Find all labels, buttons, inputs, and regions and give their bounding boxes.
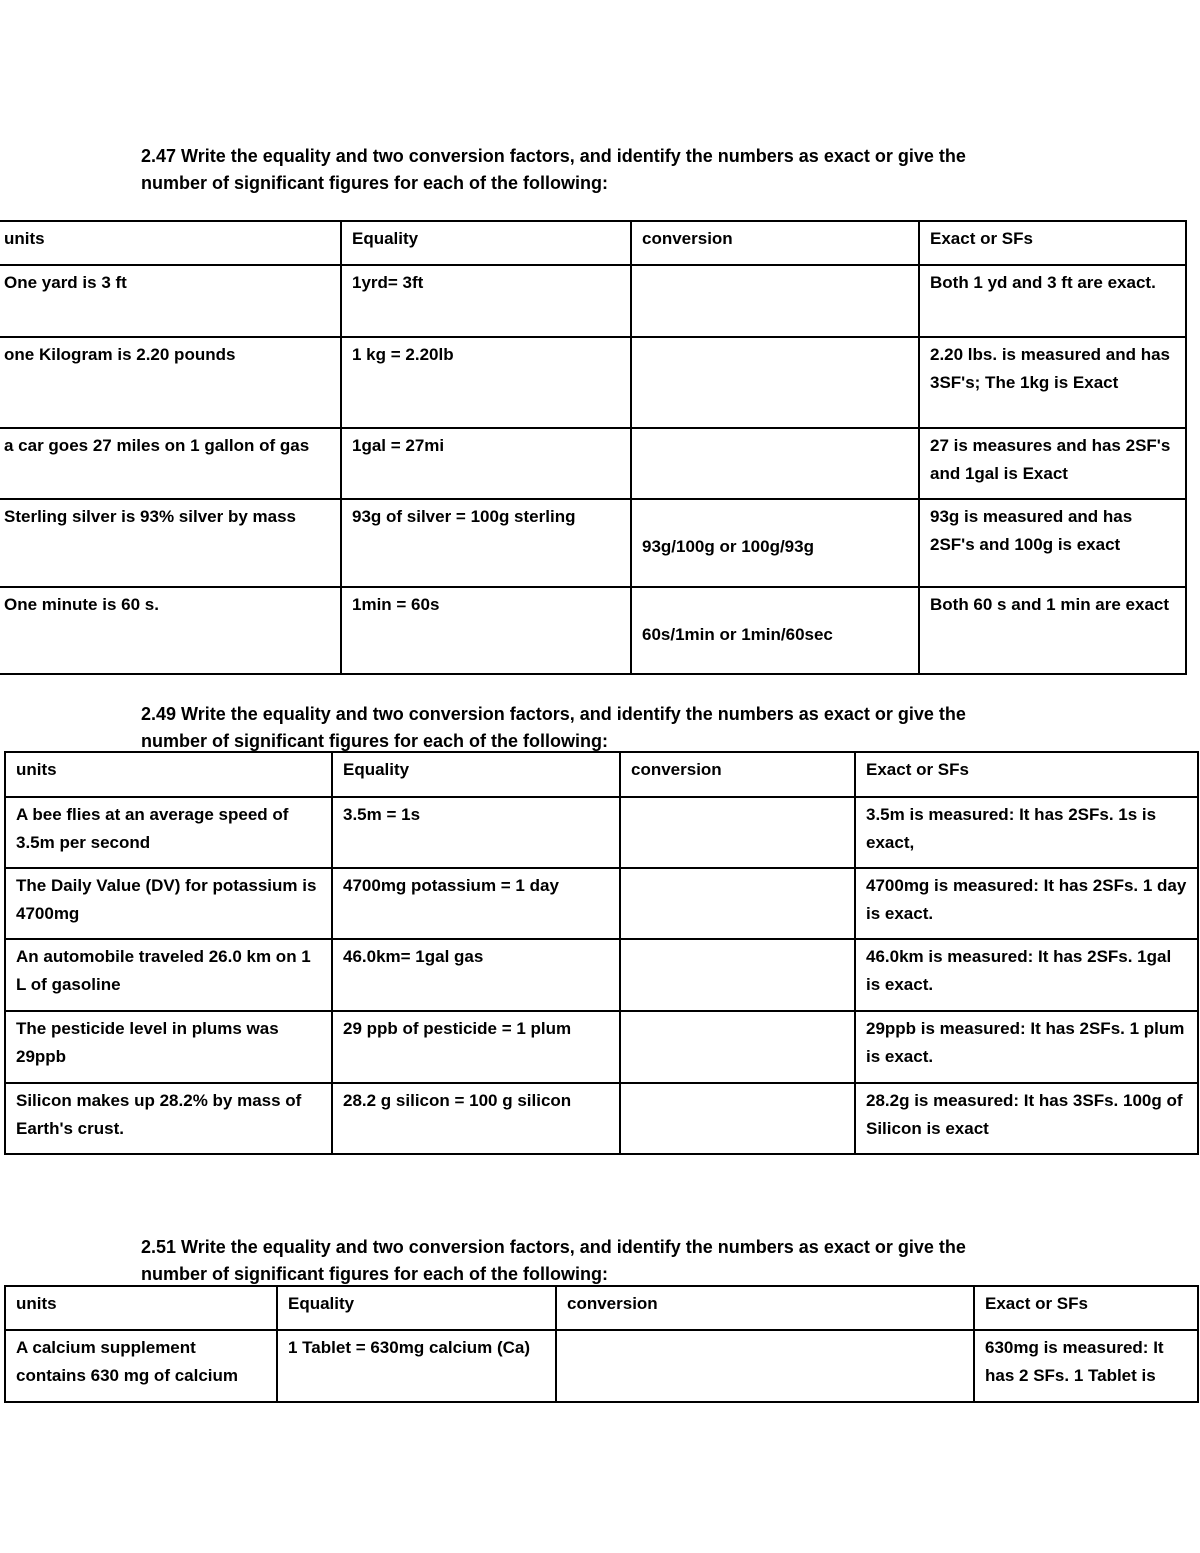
cell-conversion [620,797,855,868]
cell-equality: 46.0km= 1gal gas [332,939,620,1011]
cell-equality: 1min = 60s [341,587,631,674]
header-conversion: conversion [556,1286,974,1330]
cell-conversion [620,1083,855,1154]
cell-exact-or-sfs: Both 1 yd and 3 ft are exact. [919,265,1186,337]
cell-equality: 1gal = 27mi [341,428,631,499]
question-text-line-2: number of significant figures for each of the following: [141,173,609,193]
question-2-51 [141,1234,1041,1288]
table-2-51 [4,1285,1199,1403]
cell-exact-or-sfs: 3.5m is measured: It has 2SFs. 1s is exact, [855,797,1198,868]
question-text-line-2: number of significant figures for each of the following: [141,731,609,751]
question-text-line-1: 2.51 Write the equality and two conversion factors, and identify the numbers as exact or give the [141,1237,966,1257]
header-equality: Equality [277,1286,556,1330]
header-exact-or-sfs: Exact or SFs [974,1286,1198,1330]
cell-units: An automobile traveled 26.0 km on 1 L of gasoline [5,939,332,1011]
conversion-text: 93g/100g or 100g/93g [642,537,814,556]
cell-conversion [631,337,919,428]
table-row [5,868,1198,939]
cell-conversion [631,428,919,499]
cell-conversion [556,1330,974,1402]
cell-exact-or-sfs: 28.2g is measured: It has 3SFs. 100g of Silicon is exact [855,1083,1198,1154]
cell-equality: 29 ppb of pesticide = 1 plum [332,1011,620,1083]
cell-equality: 1 kg = 2.20lb [341,337,631,428]
table-row [5,1330,1198,1402]
cell-exact-or-sfs: 93g is measured and has 2SF's and 100g is exact [919,499,1186,587]
question-text-line-1: 2.49 Write the equality and two conversion factors, and identify the numbers as exact or give the [141,704,966,724]
cell-conversion [620,868,855,939]
table-2-49 [4,751,1199,1155]
cell-exact-or-sfs: 4700mg is measured: It has 2SFs. 1 day is exact. [855,868,1198,939]
cell-conversion [631,499,919,587]
cell-exact-or-sfs: 630mg is measured: It has 2 SFs. 1 Tablet is [974,1330,1198,1402]
header-conversion: conversion [620,752,855,797]
cell-equality: 3.5m = 1s [332,797,620,868]
cell-conversion [620,1011,855,1083]
header-units: units [0,221,341,265]
cell-exact-or-sfs: 46.0km is measured: It has 2SFs. 1gal is exact. [855,939,1198,1011]
header-exact-or-sfs: Exact or SFs [855,752,1198,797]
question-text-line-1: 2.47 Write the equality and two conversion factors, and identify the numbers as exact or give the [141,146,966,166]
cell-equality: 93g of silver = 100g sterling [341,499,631,587]
cell-units: The Daily Value (DV) for potassium is 4700mg [5,868,332,939]
header-equality: Equality [341,221,631,265]
cell-exact-or-sfs: Both 60 s and 1 min are exact [919,587,1186,674]
header-exact-or-sfs: Exact or SFs [919,221,1186,265]
cell-units: Sterling silver is 93% silver by mass [0,499,341,587]
header-conversion: conversion [631,221,919,265]
cell-equality: 4700mg potassium = 1 day [332,868,620,939]
table-header-row [0,221,1186,265]
table-row [0,337,1186,428]
table-2-47 [0,220,1187,675]
cell-equality: 1 Tablet = 630mg calcium (Ca) [277,1330,556,1402]
table-row [0,265,1186,337]
table-header-row [5,752,1198,797]
cell-equality: 28.2 g silicon = 100 g silicon [332,1083,620,1154]
header-units: units [5,1286,277,1330]
cell-exact-or-sfs: 27 is measures and has 2SF's and 1gal is Exact [919,428,1186,499]
question-2-49 [141,701,1041,755]
cell-units: One minute is 60 s. [0,587,341,674]
cell-equality: 1yrd= 3ft [341,265,631,337]
table-row [0,428,1186,499]
cell-units: A bee flies at an average speed of 3.5m per second [5,797,332,868]
question-text-line-2: number of significant figures for each of the following: [141,1264,609,1284]
table-row [5,797,1198,868]
cell-units: Silicon makes up 28.2% by mass of Earth's crust. [5,1083,332,1154]
cell-conversion [631,587,919,674]
header-units: units [5,752,332,797]
cell-units: A calcium supplement contains 630 mg of calcium [5,1330,277,1402]
cell-conversion [620,939,855,1011]
table-row [5,1011,1198,1083]
table-row [0,499,1186,587]
table-row [5,1083,1198,1154]
header-equality: Equality [332,752,620,797]
cell-units: One yard is 3 ft [0,265,341,337]
cell-units: a car goes 27 miles on 1 gallon of gas [0,428,341,499]
cell-units: one Kilogram is 2.20 pounds [0,337,341,428]
cell-exact-or-sfs: 2.20 lbs. is measured and has 3SF's; The 1kg is Exact [919,337,1186,428]
cell-units: The pesticide level in plums was 29ppb [5,1011,332,1083]
cell-conversion [631,265,919,337]
table-row [5,939,1198,1011]
conversion-text: 60s/1min or 1min/60sec [642,625,833,644]
table-header-row [5,1286,1198,1330]
cell-exact-or-sfs: 29ppb is measured: It has 2SFs. 1 plum is exact. [855,1011,1198,1083]
table-row [0,587,1186,674]
question-2-47 [141,143,1041,197]
